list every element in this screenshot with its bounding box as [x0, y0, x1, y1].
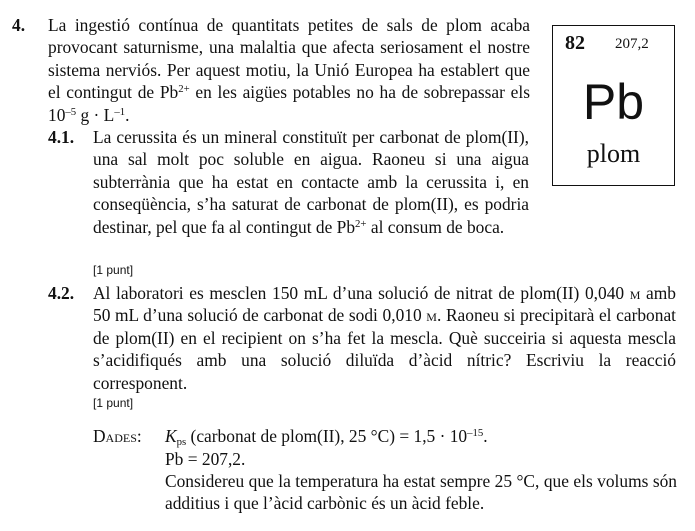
kps-text: (carbonat de plom(II), 25 °C) = 1,5 · 10 — [186, 426, 468, 446]
part1-body: La cerussita és un mineral constituït per carbonat de plom(II), una sal molt poc soluble en aigua. Raoneu si una aigua subterrània que ha estat en contacte amb la cerussita i, en conseqüència, s’ha saturat de carbonat de plom(II), es podria destinar, pel que fa al contingut de Pb — [93, 127, 529, 237]
part1-text — [93, 126, 529, 238]
atomic-number: 82 — [565, 32, 585, 54]
limit-unit: g · L — [76, 104, 115, 125]
part2-number: 4.2. — [48, 283, 75, 303]
unit-exponent: –1 — [114, 105, 126, 118]
atomic-mass: 207,2 — [615, 36, 649, 52]
molar-unit: m — [426, 305, 437, 326]
intro-text-mid: en les aigües potables no ha de sobrepassar els 10 — [48, 82, 530, 125]
ion-charge: 2+ — [178, 83, 190, 96]
element-box — [552, 25, 675, 186]
part1-number: 4.1. — [48, 127, 75, 147]
data-kps — [165, 425, 677, 447]
question-number: 4. — [12, 15, 26, 35]
part2-text — [93, 282, 676, 394]
ion-charge: 2+ — [355, 217, 367, 230]
kps-symbol: K — [165, 426, 177, 446]
kps-exponent: –15 — [467, 427, 484, 440]
part2-text-2: amb 50 mL d’una solució de carbonat de sodi 0,010 — [93, 283, 676, 326]
data-note: Considereu que la temperatura ha estat sempre 25 °C, que els volums són additius i que l’àcid carbònic és un àcid feble. — [165, 471, 677, 514]
part2-text-1: Al laboratori es mesclen 150 mL d’una solució de nitrat de plom(II) 0,040 — [93, 283, 630, 303]
data-pb-mass: Pb = 207,2. — [165, 449, 246, 469]
kps-end: . — [483, 426, 488, 446]
part1-points: [1 punt] — [93, 263, 134, 277]
element-symbol: Pb — [582, 74, 645, 130]
intro-end: . — [125, 104, 130, 125]
part1-tail: al consum de boca. — [366, 216, 505, 237]
part2-points: [1 punt] — [93, 396, 134, 410]
limit-exponent: –5 — [65, 105, 77, 118]
kps-subscript: ps — [176, 436, 187, 449]
data-label: Dades: — [93, 426, 142, 446]
part2-text-3: . Raoneu si precipitarà el carbonat de plom(II) en el recipient on s’ha fet la mescla. Què succeiria si aquesta mescla s’acidifiqués amb una solució diluïda d’àcid nítric? Escriviu la reacció corresponent. — [93, 305, 676, 393]
question-intro — [48, 14, 530, 126]
molar-unit: m — [629, 283, 641, 303]
intro-text: La ingestió contínua de quantitats petites de sals de plom acaba provocant saturnisme, una malaltia que afecta seriosament el nostre sistema nerviós. Per aquest motiu, la Unió Europea ha establert que el contingut de Pb — [48, 15, 530, 103]
element-name: plom — [586, 139, 641, 168]
